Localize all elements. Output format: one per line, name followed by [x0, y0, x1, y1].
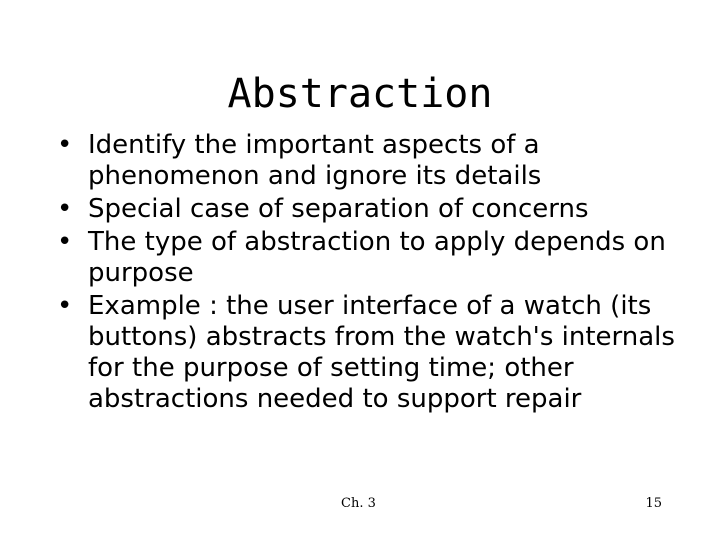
- bullet-item: [52, 291, 682, 415]
- bullet-icon: •: [57, 130, 73, 160]
- bullet-icon: •: [57, 291, 73, 321]
- bullet-text: Special case of separation of concerns: [88, 194, 589, 224]
- bullet-icon: •: [57, 227, 73, 257]
- bullet-item: [52, 194, 682, 225]
- page-number: 15: [645, 496, 662, 511]
- footer-chapter-label: Ch. 3: [341, 496, 376, 511]
- bullet-icon: •: [57, 194, 73, 224]
- bullet-item: [52, 130, 682, 192]
- bullet-text: Example : the user interface of a watch (its buttons) abstracts from the watch's internals for the purpose of setting time; other abstractions needed to support repair: [88, 291, 675, 414]
- bullet-item: [52, 227, 682, 289]
- bullet-list: [52, 130, 682, 417]
- bullet-text: Identify the important aspects of a phenomenon and ignore its details: [88, 130, 542, 191]
- slide-title: Abstraction: [227, 71, 493, 117]
- bullet-text: The type of abstraction to apply depends on purpose: [88, 227, 666, 288]
